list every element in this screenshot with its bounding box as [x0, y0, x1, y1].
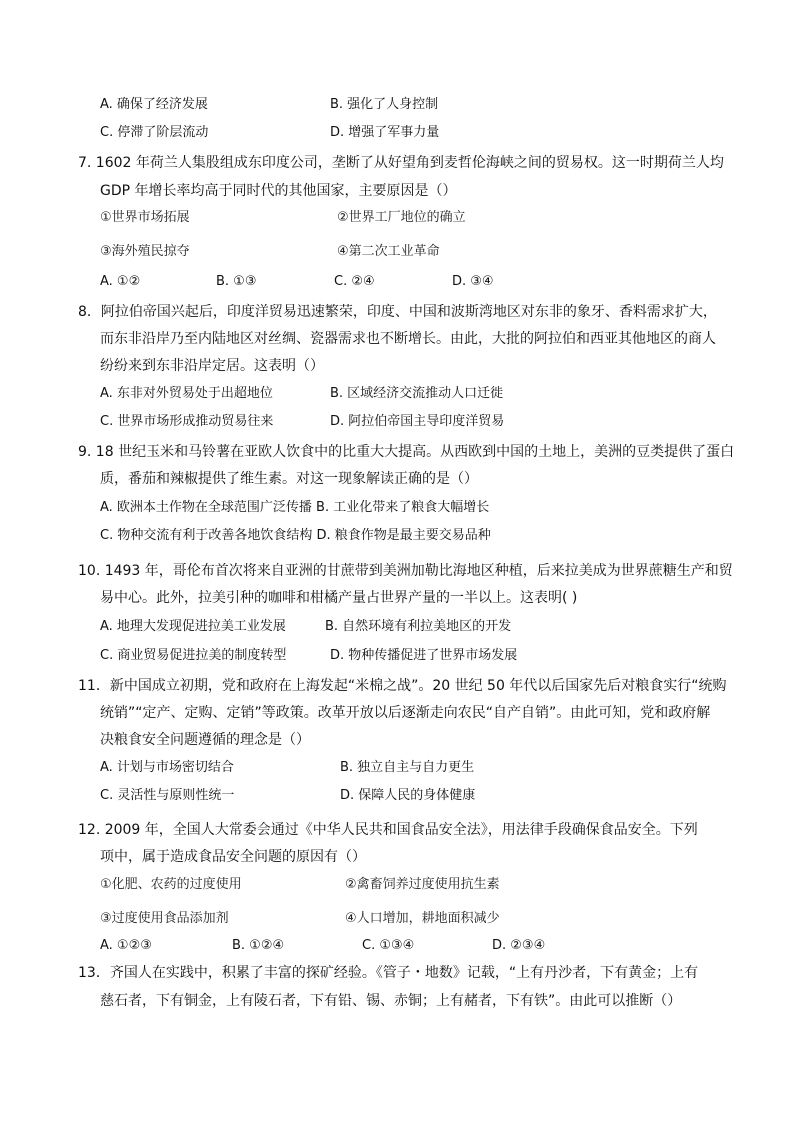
q7-item-4: ④第二次工业革命	[337, 244, 440, 259]
q12-item-3: ③过度使用食品添加剂	[100, 911, 229, 926]
q6-option-b: B. 强化了人身控制	[330, 97, 439, 112]
q6-option-a: A. 确保了经济发展	[100, 97, 208, 112]
q12-option-d: D. ②③④	[492, 938, 546, 953]
q8-option-c: C. 世界市场形成推动贸易往来	[100, 414, 274, 429]
q6-option-d: D. 增强了军事力量	[330, 125, 440, 140]
q10-option-d: D. 物种传播促进了世界市场发展	[330, 648, 518, 663]
q9-options-cd: C. 物种交流有利于改善各地饮食结构 D. 粮食作物是最主要交易品种	[100, 528, 491, 543]
q7-stem-line2: GDP 年增长率均高于同时代的其他国家，主要原因是（）	[100, 183, 457, 199]
q13-stem-line2: 慈石者，下有铜金，上有陵石者，下有铅、锡、赤铜；上有赭者，下有铁”。由此可以推断（）	[100, 993, 682, 1009]
q11-option-d: D. 保障人民的身体健康	[340, 788, 476, 803]
q7-item-3: ③海外殖民掠夺	[100, 244, 190, 259]
q9-options-ab: A. 欧洲本土作物在全球范围广泛传播 B. 工业化带来了粮食大幅增长	[100, 500, 490, 515]
q8-stem-line2: 而东非沿岸乃至内陆地区对丝绸、瓷器需求也不断增长。由此，大批的阿拉伯和西亚其他地区的商人	[100, 331, 716, 347]
q7-option-d: D. ③④	[452, 274, 494, 289]
q10-option-a: A. 地理大发现促进拉美工业发展	[100, 619, 286, 634]
q9-stem-line2: 质，番茄和辣椒提供了维生素。对这一现象解读正确的是（）	[100, 471, 478, 487]
q12-item-2: ②禽畜饲养过度使用抗生素	[345, 877, 500, 892]
q8-stem-line3: 纷纷来到东非沿岸定居。这表明（）	[100, 358, 324, 374]
q12-option-b: B. ①②④	[232, 938, 285, 953]
q13-stem-line1: 13．齐国人在实践中，积累了丰富的探矿经验。《管子・地数》记载，“上有丹沙者，下有黄金；上有	[78, 965, 699, 981]
q11-option-a: A. 计划与市场密切结合	[100, 760, 234, 775]
q11-option-b: B. 独立自主与自力更生	[340, 760, 475, 775]
q12-item-1: ①化肥、农药的过度使用	[100, 877, 242, 892]
q8-option-a: A. 东非对外贸易处于出超地位	[100, 386, 273, 401]
q10-option-c: C. 商业贸易促进拉美的制度转型	[100, 648, 287, 663]
q10-stem-line1: 10. 1493 年，哥伦布首次将来自亚洲的甘蔗带到美洲加勒比海地区种植，后来拉美成为世界蔗糖生产和贸	[78, 563, 733, 579]
q6-option-c: C. 停滞了阶层流动	[100, 125, 209, 140]
q7-item-2: ②世界工厂地位的确立	[337, 210, 466, 225]
q8-stem-line1: 8．阿拉伯帝国兴起后，印度洋贸易迅速繁荣，印度、中国和波斯湾地区对东非的象牙、香料需求扩大，	[78, 304, 717, 320]
q7-stem-line1: 7. 1602 年荷兰人集股组成东印度公司，垄断了从好望角到麦哲伦海峡之间的贸易权。这一时期荷兰人均	[78, 155, 724, 171]
q12-option-a: A. ①②③	[100, 938, 152, 953]
q7-item-1: ①世界市场拓展	[100, 210, 190, 225]
q9-stem-line1: 9. 18 世纪玉米和马铃薯在亚欧人饮食中的比重大大提高。从西欧到中国的土地上，美洲的豆类提供了蛋白	[78, 444, 735, 460]
q10-stem-line2: 易中心。此外，拉美引种的咖啡和柑橘产量占世界产量的一半以上。这表明( )	[100, 590, 578, 606]
q12-item-4: ④人口增加，耕地面积减少	[345, 911, 500, 926]
q7-option-a: A. ①②	[100, 274, 141, 289]
q11-stem-line2: 统销”“定产、定购、定销”等政策。改革开放以后逐渐走向农民“自产自销”。由此可知，党和政府解	[100, 705, 711, 721]
q11-option-c: C. 灵活性与原则性统一	[100, 788, 235, 803]
q11-stem-line3: 决粮食安全问题遵循的理念是（）	[100, 732, 310, 748]
q8-option-d: D. 阿拉伯帝国主导印度洋贸易	[330, 414, 505, 429]
q11-stem-line1: 11．新中国成立初期，党和政府在上海发起“米棉之战”。20 世纪 50 年代以后国家先后对粮食实行“统购	[78, 678, 727, 694]
q7-option-c: C. ②④	[334, 274, 375, 289]
q8-option-b: B. 区域经济交流推动人口迁徙	[330, 386, 504, 401]
q12-option-c: C. ①③④	[362, 938, 415, 953]
q10-option-b: B. 自然环境有利拉美地区的开发	[325, 619, 512, 634]
q12-stem-line2: 项中，属于造成食品安全问题的原因有（）	[100, 849, 366, 865]
q12-stem-line1: 12. 2009 年，全国人大常委会通过《中华人民共和国食品安全法》，用法律手段确保食品安全。下列	[78, 822, 698, 838]
q7-option-b: B. ①③	[216, 274, 257, 289]
